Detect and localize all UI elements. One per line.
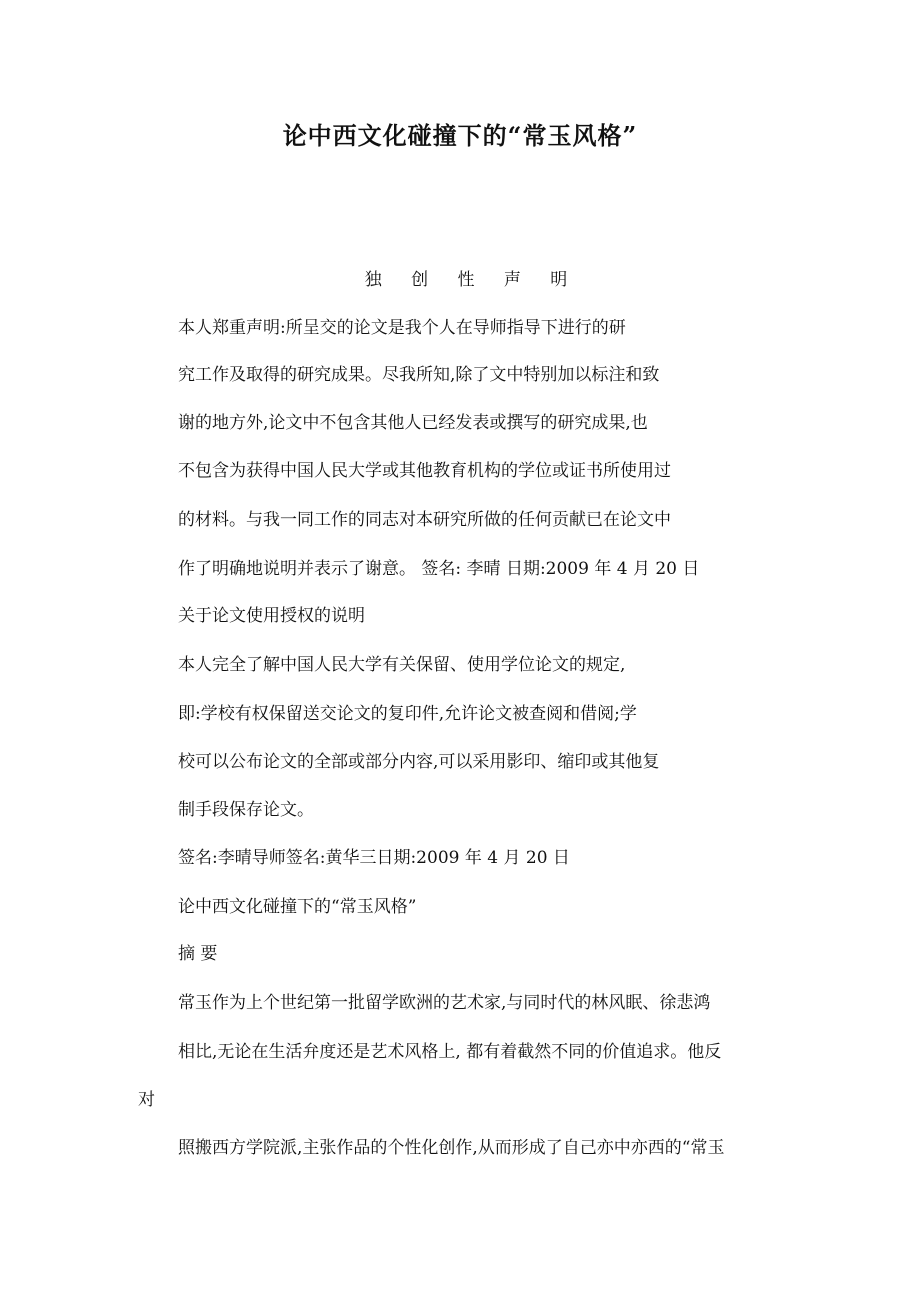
paragraph-line: 的材料。与我一同工作的同志对本研究所做的任何贡献已在论文中 <box>178 510 671 530</box>
document-title: 论中西文化碰撞下的“常玉风格” <box>282 121 638 150</box>
repeated-title-line: 论中西文化碰撞下的“常玉风格” <box>178 897 417 917</box>
paragraph-line: 校可以公布论文的全部或部分内容,可以采用影印、缩印或其他复 <box>178 752 660 772</box>
abstract-heading: 摘 要 <box>178 944 218 964</box>
paragraph-line: 相比,无论在生活弁度还是艺术风格上, 都有着截然不同的价值追求。他反 <box>178 1042 722 1062</box>
paragraph-line: 本人完全了解中国人民大学有关保留、使用学位论文的规定, <box>178 655 626 675</box>
paragraph-line: 即:学校有权保留送交论文的复印件,允许论文被查阅和借阅;学 <box>178 704 637 724</box>
paragraph-line: 制手段保存论文。 <box>178 800 314 820</box>
section-heading: 关于论文使用授权的说明 <box>178 606 365 626</box>
paragraph-line: 照搬西方学院派,主张作品的个性化创作,从而形成了自己亦中亦西的“常玉 <box>178 1138 725 1158</box>
paragraph-line: 究工作及取得的研究成果。尽我所知,除了文中特别加以标注和致 <box>178 365 660 385</box>
declaration-heading: 独 创 性 声 明 <box>364 270 580 290</box>
paragraph-line: 不包含为获得中国人民大学或其他教育机构的学位或证书所使用过 <box>178 461 671 481</box>
paragraph-line: 常玉作为上个世纪第一批留学欧洲的艺术家,与同时代的林风眠、徐悲鸿 <box>178 993 711 1013</box>
paragraph-line: 谢的地方外,论文中不包含其他人已经发表或撰写的研究成果,也 <box>178 413 648 433</box>
signature-line: 签名:李晴导师签名:黄华三日期:2009 年 4 月 20 日 <box>178 848 570 868</box>
paragraph-line: 本人郑重声明:所呈交的论文是我个人在导师指导下进行的研 <box>178 318 626 338</box>
signature-line: 作了明确地说明并表示了谢意。 签名: 李晴 日期:2009 年 4 月 20 日 <box>178 559 700 579</box>
paragraph-line: 对 <box>138 1090 155 1110</box>
